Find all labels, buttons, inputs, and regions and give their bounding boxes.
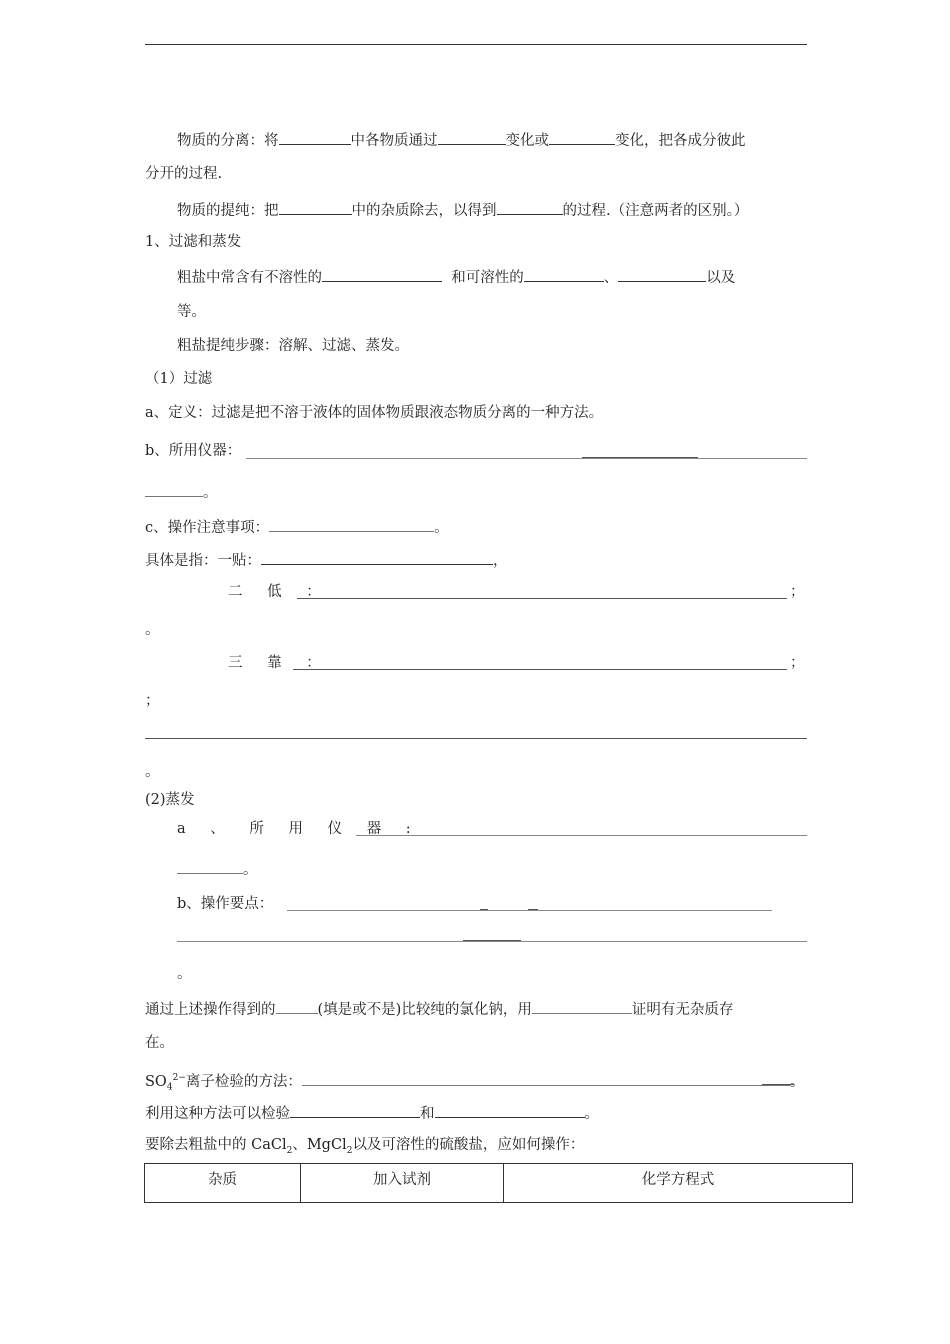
filter-instruments-label: b、所用仪器：	[145, 443, 242, 459]
evap-title: (2)蒸发	[145, 792, 195, 808]
three-lean-label: 三 靠 ：	[228, 655, 331, 671]
blank-line[interactable]	[356, 835, 807, 836]
period: 。	[177, 966, 192, 982]
blank[interactable]	[276, 997, 318, 1014]
filter-instruments-line2	[145, 480, 218, 503]
period: 。	[145, 764, 160, 780]
obtained-line2: 在。	[145, 1035, 174, 1051]
text: 的过程.（注意两者的区别。）	[562, 203, 749, 219]
blank[interactable]	[279, 128, 351, 145]
semicolon: ；	[145, 693, 160, 709]
text: 通过上述操作得到的	[145, 1002, 276, 1018]
table-header-row	[145, 1164, 853, 1203]
filter-specific-line	[145, 548, 508, 571]
evap-instruments-label: a 、 所 用 仪 器 :	[177, 821, 421, 837]
text: 以及	[706, 270, 736, 286]
text: 。	[584, 1106, 599, 1122]
blank-line[interactable]	[145, 738, 807, 739]
text: 物质的提纯：把	[177, 203, 279, 219]
subscript: 4	[166, 1082, 173, 1093]
blank[interactable]	[302, 1069, 790, 1086]
blank[interactable]	[497, 198, 563, 215]
blank-mark	[480, 909, 488, 910]
blank[interactable]	[618, 265, 706, 282]
text: 变化，把各成分彼此	[615, 133, 746, 149]
purification-line	[177, 198, 748, 221]
obtained-line1	[145, 997, 733, 1020]
blank[interactable]	[438, 128, 506, 145]
two-low-label: 二 低 ：	[228, 584, 331, 600]
coarse-salt-line2: 等。	[177, 304, 206, 320]
blank-line-overlay	[463, 940, 521, 941]
text: c、操作注意事项：	[145, 520, 270, 536]
detect-line	[145, 1101, 599, 1124]
filter-title: （1）过滤	[145, 371, 213, 387]
blank[interactable]	[145, 480, 203, 497]
text: 中各物质通过	[350, 133, 438, 149]
text: 粗盐中常含有不溶性的	[177, 270, 322, 286]
text: 证明有无杂质存	[631, 1002, 734, 1018]
text: 和可溶性的	[451, 270, 524, 286]
blank-line-overlay	[582, 457, 698, 458]
text: SO	[145, 1073, 167, 1090]
evap-points-label: b、操作要点：	[177, 896, 274, 912]
header-reagent: 加入试剂	[301, 1164, 504, 1203]
text: ，	[493, 553, 508, 569]
text: 离子检验的方法：	[185, 1073, 302, 1090]
coarse-salt-line1	[177, 265, 735, 288]
text: (填是或不是)比较纯的氯化钠，用	[317, 1002, 532, 1018]
evap-instruments-line2	[177, 857, 258, 880]
text: 物质的分离：将	[177, 133, 279, 149]
separation-line2: 分开的过程.	[145, 166, 223, 182]
header-equation: 化学方程式	[504, 1164, 853, 1203]
text: 。	[203, 485, 218, 501]
text: 、MgCl	[292, 1137, 347, 1153]
blank[interactable]	[269, 515, 434, 532]
text: 。	[789, 1073, 805, 1090]
text: 利用这种方法可以检验	[145, 1106, 290, 1122]
text: 。	[434, 520, 449, 536]
header-rule	[145, 44, 807, 45]
blank[interactable]	[524, 265, 604, 282]
blank-line[interactable]	[287, 910, 772, 911]
separation-line1	[177, 128, 746, 151]
blank[interactable]	[532, 997, 632, 1014]
semicolon: ；	[790, 655, 805, 671]
text: 变化或	[505, 133, 549, 149]
text: 具体是指：一贴：	[145, 553, 261, 569]
header-impurity: 杂质	[145, 1164, 301, 1203]
blank-line-overlay	[762, 1084, 794, 1085]
subscript: 2	[286, 1145, 293, 1156]
period: 。	[145, 622, 160, 638]
superscript: 2−	[172, 1073, 186, 1083]
filter-definition: a、定义：过滤是把不溶于液体的固体物质跟液态物质分离的一种方法。	[145, 405, 604, 421]
text: 和	[420, 1106, 435, 1122]
purify-steps: 粗盐提纯步骤：溶解、过滤、蒸发。	[177, 338, 409, 354]
blank-line[interactable]	[293, 669, 787, 670]
blank[interactable]	[549, 128, 615, 145]
text: 以及可溶性的硫酸盐，应如何操作：	[352, 1137, 585, 1153]
text: 中的杂质除去，以得到	[351, 203, 497, 219]
filter-notes-line	[145, 515, 449, 538]
so4-line	[145, 1068, 804, 1098]
text: 、	[603, 270, 619, 286]
blank[interactable]	[435, 1101, 585, 1118]
blank[interactable]	[290, 1101, 420, 1118]
blank-line[interactable]	[177, 941, 807, 942]
section-title: 1、过滤和蒸发	[145, 234, 242, 250]
blank[interactable]	[177, 857, 243, 874]
impurity-table	[144, 1163, 853, 1203]
blank-mark	[528, 909, 538, 910]
blank-line[interactable]	[246, 458, 807, 459]
text: 要除去粗盐中的 CaCl	[145, 1137, 287, 1153]
subscript: 2	[346, 1145, 353, 1156]
blank[interactable]	[322, 265, 442, 282]
blank[interactable]	[279, 198, 352, 215]
text: 。	[243, 862, 258, 878]
blank-line[interactable]	[297, 598, 787, 599]
semicolon: ；	[790, 584, 805, 600]
remove-line	[145, 1135, 584, 1161]
blank[interactable]	[261, 548, 493, 565]
